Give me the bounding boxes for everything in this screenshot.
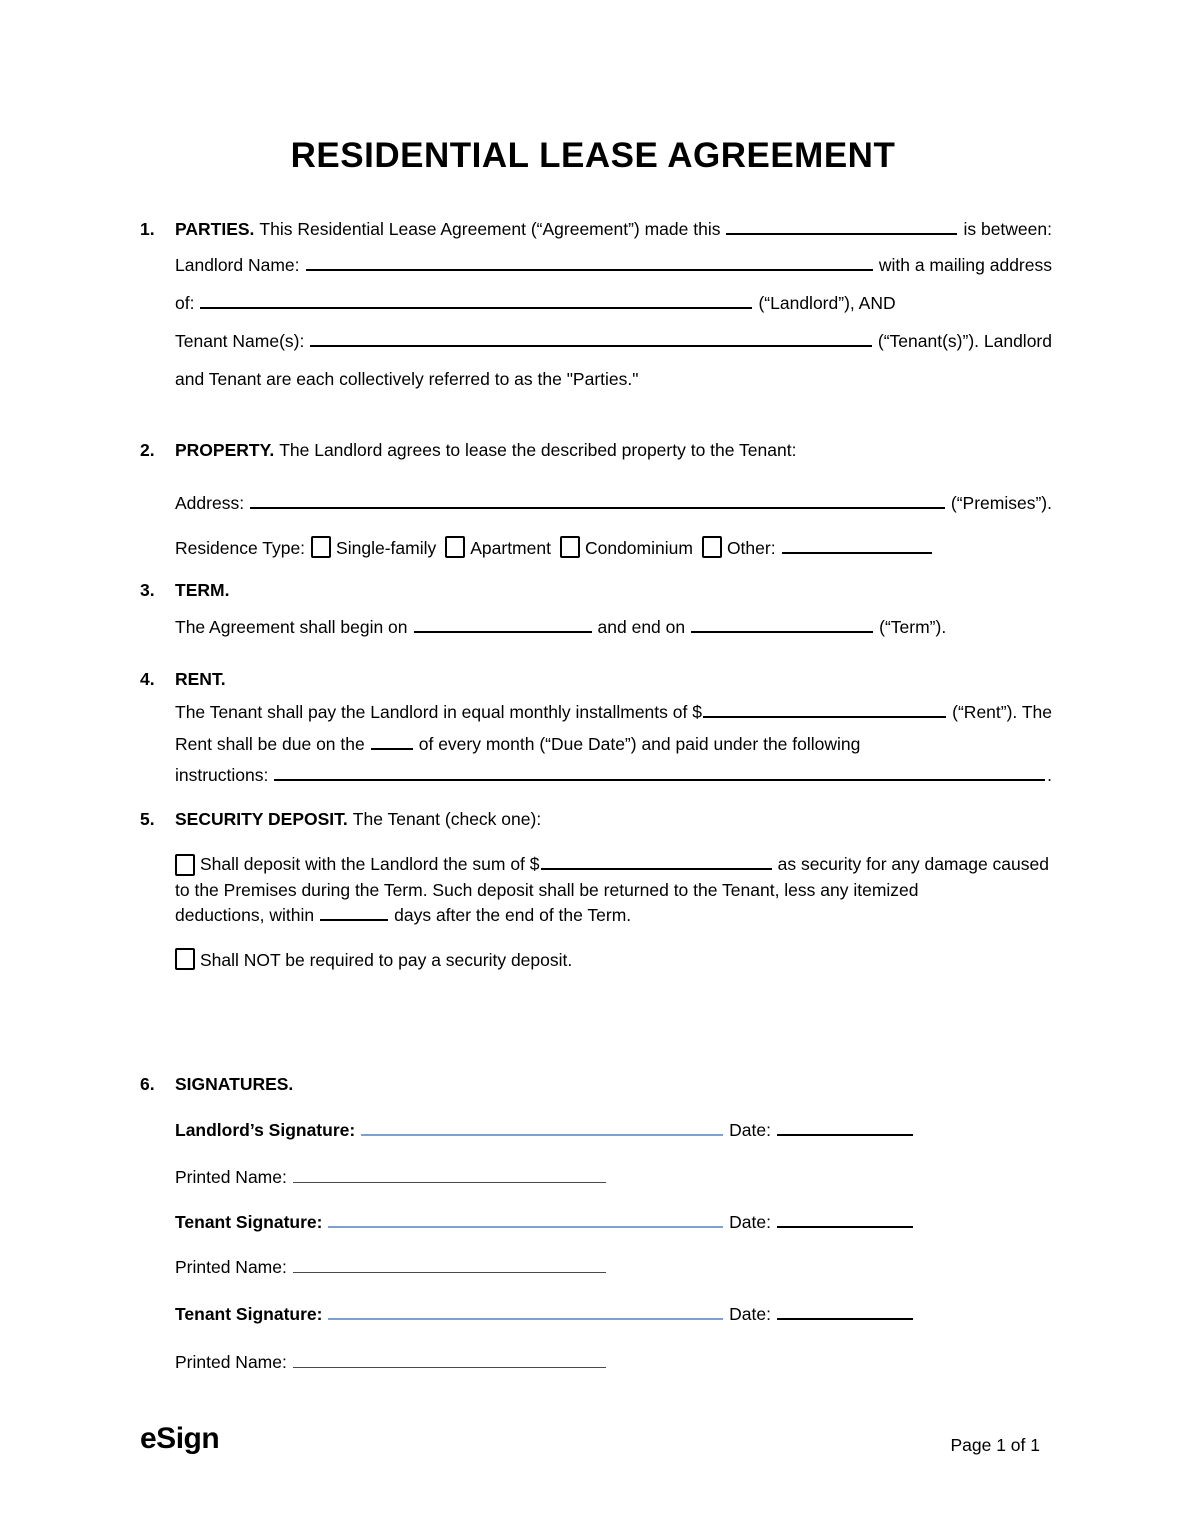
tenant-name-label: Tenant Name(s): xyxy=(175,331,305,351)
security-intro-text: The Tenant (check one): xyxy=(352,809,542,829)
section-number: 1. xyxy=(140,219,155,239)
residence-type-line xyxy=(175,536,938,559)
tenant-name-line xyxy=(175,330,1052,352)
deposit-days-tail: days after the end of the Term. xyxy=(394,905,632,925)
landlord-name-tail: with a mailing address xyxy=(878,255,1052,275)
parties-intro-text: This Residential Lease Agreement (“Agreement”) made this xyxy=(259,219,721,239)
parties-intro-tail: is between: xyxy=(963,219,1052,239)
landlord-signature-row xyxy=(175,1119,913,1141)
parties-heading: PARTIES. xyxy=(175,219,255,239)
document-title: RESIDENTIAL LEASE AGREEMENT xyxy=(290,136,896,175)
rent-line-2 xyxy=(175,733,860,755)
section-number: 2. xyxy=(140,440,155,460)
single-family-checkbox[interactable] xyxy=(311,536,331,558)
landlord-signature-label: Landlord’s Signature: xyxy=(175,1120,356,1140)
address-tail: (“Premises”). xyxy=(950,493,1052,513)
no-deposit-checkbox[interactable] xyxy=(175,948,195,970)
rent-line2-text: Rent shall be due on the xyxy=(175,734,365,754)
rent-line1-tail: (“Rent”). The xyxy=(952,702,1052,722)
section-number: 4. xyxy=(140,669,155,689)
tenant2-signature-label: Tenant Signature: xyxy=(175,1304,323,1324)
esign-logo: eSign xyxy=(140,1422,220,1455)
condominium-label: Condominium xyxy=(584,538,693,558)
term-mid-label: and end on xyxy=(597,617,686,637)
section-number: 6. xyxy=(140,1074,155,1094)
parties-closing-line: and Tenant are each collectively referred to as the "Parties." xyxy=(175,369,639,389)
property-intro-text: The Landlord agrees to lease the described property to the Tenant: xyxy=(279,440,797,460)
instructions-period: . xyxy=(1047,765,1052,785)
address-line xyxy=(175,492,1052,514)
residence-type-label: Residence Type: xyxy=(175,538,306,558)
deposit-days-text: deductions, within xyxy=(175,905,315,925)
tenant2-printed-name-blank[interactable] xyxy=(293,1355,606,1368)
other-residence-blank[interactable] xyxy=(782,540,932,554)
rent-line1-text: The Tenant shall pay the Landlord in equal monthly installments of $ xyxy=(175,702,702,722)
landlord-name-line xyxy=(175,254,1052,276)
deposit-amount-blank[interactable] xyxy=(541,856,772,870)
apartment-label: Apartment xyxy=(470,538,551,558)
landlord-printed-name-blank[interactable] xyxy=(293,1170,606,1183)
landlord-name-blank[interactable] xyxy=(306,257,873,271)
tenant1-signature-row xyxy=(175,1211,913,1233)
rent-heading: RENT. xyxy=(175,669,226,689)
rent-line2-tail: of every month (“Due Date”) and paid under the following xyxy=(418,734,861,754)
rent-amount-blank[interactable] xyxy=(703,704,946,718)
rent-line-3 xyxy=(175,764,1052,786)
premises-address-blank[interactable] xyxy=(250,495,945,509)
deposit-option1-line3 xyxy=(175,904,631,926)
term-start-date-blank[interactable] xyxy=(414,619,592,633)
landlord-address-blank[interactable] xyxy=(200,295,752,309)
tenant-name-tail: (“Tenant(s)”). Landlord xyxy=(877,331,1052,351)
of-label: of: xyxy=(175,293,195,313)
deposit-option1-text: Shall deposit with the Landlord the sum of $ xyxy=(200,854,540,874)
deposit-option1-line2: to the Premises during the Term. Such deposit shall be returned to the Tenant, less any itemized xyxy=(175,880,919,900)
single-family-label: Single-family xyxy=(336,538,437,558)
landlord-address-line xyxy=(175,292,896,314)
parties-heading-line xyxy=(140,218,1052,240)
deposit-option2-line xyxy=(175,948,572,971)
condominium-checkbox[interactable] xyxy=(560,536,580,558)
other-label: Other: xyxy=(726,538,776,558)
agreement-date-blank[interactable] xyxy=(726,221,957,235)
tenant2-printed-name-row xyxy=(175,1351,612,1373)
rent-due-day-blank[interactable] xyxy=(371,736,413,750)
rent-heading-line xyxy=(140,668,226,690)
tenant1-signature-date-blank[interactable] xyxy=(777,1214,913,1228)
tenant1-printed-name-row xyxy=(175,1256,612,1278)
landlord-signature-date-blank[interactable] xyxy=(777,1122,913,1136)
payment-instructions-blank[interactable] xyxy=(274,767,1045,781)
landlord-signature-line[interactable] xyxy=(361,1122,723,1136)
tenant2-signature-line[interactable] xyxy=(328,1306,723,1320)
property-heading: PROPERTY. xyxy=(175,440,275,460)
landlord-printed-name-row xyxy=(175,1166,612,1188)
tenant2-signature-row xyxy=(175,1303,913,1325)
section-number: 5. xyxy=(140,809,155,829)
landlord-tail: (“Landlord”), AND xyxy=(758,293,896,313)
landlord-name-label: Landlord Name: xyxy=(175,255,300,275)
signatures-heading-line xyxy=(140,1073,293,1095)
printed-name-label: Printed Name: xyxy=(175,1167,287,1187)
rent-line-1 xyxy=(175,701,1052,723)
term-heading: TERM. xyxy=(175,580,230,600)
tenant1-signature-line[interactable] xyxy=(328,1214,723,1228)
other-checkbox[interactable] xyxy=(702,536,722,558)
apartment-checkbox[interactable] xyxy=(445,536,465,558)
section-number: 3. xyxy=(140,580,155,600)
printed-name-label: Printed Name: xyxy=(175,1257,287,1277)
tenant2-signature-date-blank[interactable] xyxy=(777,1306,913,1320)
tenant-names-blank[interactable] xyxy=(310,333,872,347)
deposit-return-days-blank[interactable] xyxy=(320,907,388,921)
deposit-option2-text: Shall NOT be required to pay a security deposit. xyxy=(200,950,573,970)
term-heading-line xyxy=(140,579,229,601)
term-begin-label: The Agreement shall begin on xyxy=(175,617,408,637)
deposit-required-checkbox[interactable] xyxy=(175,854,195,876)
deposit-option1-line1 xyxy=(175,853,1049,875)
term-end-date-blank[interactable] xyxy=(691,619,873,633)
security-heading: SECURITY DEPOSIT. xyxy=(175,809,348,829)
tenant1-signature-label: Tenant Signature: xyxy=(175,1212,323,1232)
security-heading-line xyxy=(140,808,541,830)
date-label: Date: xyxy=(729,1212,771,1232)
instructions-label: instructions: xyxy=(175,765,269,785)
term-line xyxy=(175,616,946,638)
address-label: Address: xyxy=(175,493,245,513)
signatures-heading: SIGNATURES. xyxy=(175,1074,294,1094)
tenant1-printed-name-blank[interactable] xyxy=(293,1260,606,1273)
deposit-option1-tail: as security for any damage caused xyxy=(777,854,1049,874)
property-heading-line xyxy=(140,439,796,461)
page-number: Page 1 of 1 xyxy=(950,1435,1040,1455)
date-label: Date: xyxy=(729,1120,771,1140)
date-label: Date: xyxy=(729,1304,771,1324)
printed-name-label: Printed Name: xyxy=(175,1352,287,1372)
term-tail: (“Term”). xyxy=(879,617,947,637)
